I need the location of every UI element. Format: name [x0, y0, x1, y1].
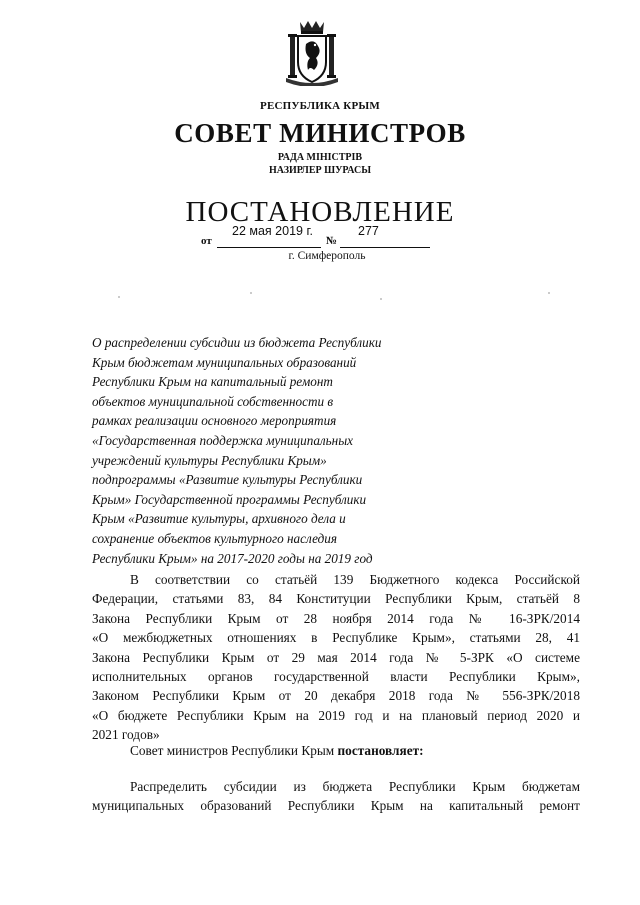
- paragraph-line: Законом Республики Крым от 20 декабря 2018 года № 556-ЗРК/2018: [92, 688, 580, 704]
- subject-line: Республики Крым на капитальный ремонт: [92, 374, 333, 390]
- scan-speck: [548, 292, 550, 294]
- date-underline: [217, 247, 321, 248]
- subject-line: Республики Крым» на 2017-2020 годы на 2019 год: [92, 550, 373, 566]
- paragraph-line: Закона Республики Крым от 29 мая 2014 года № 5-ЗРК «О системе: [92, 649, 580, 665]
- council-name-translations: [0, 151, 640, 177]
- from-label: от: [201, 235, 212, 247]
- paragraph-line: «О бюджете Республики Крым на 2019 год и на плановый период 2020 и: [92, 707, 580, 723]
- council-name-ua: РАДА МІНІСТРІВ: [277, 152, 363, 163]
- decree-subject: [92, 333, 432, 568]
- subject-line: учреждений культуры Республики Крым»: [92, 452, 327, 468]
- distribution-paragraph: [92, 777, 580, 816]
- number-underline: [340, 247, 430, 248]
- subject-line: Крым» Государственной программы Республики: [92, 491, 367, 507]
- subject-line: «Государственная поддержка муниципальных: [92, 432, 353, 448]
- decree-date: 22 мая 2019 г.: [232, 224, 313, 238]
- paragraph-line: В соответствии со статьёй 139 Бюджетного кодекса Российской: [130, 572, 580, 587]
- resolution-verb: постановляет:: [337, 743, 424, 758]
- subject-line: сохранение объектов культурного наследия: [92, 530, 338, 546]
- paragraph-line: муниципальных образований Республики Крым на капитальный ремонт: [92, 798, 580, 814]
- subject-line: объектов муниципальной собственности в: [92, 393, 334, 409]
- paragraph-line: 2021 годов»: [92, 727, 160, 743]
- resolution-text: Совет министров Республики Крым: [130, 743, 338, 758]
- preamble-paragraph: [92, 570, 580, 745]
- council-name: СОВЕТ МИНИСТРОВ: [174, 118, 466, 148]
- city: г. Симферополь: [288, 250, 366, 262]
- decree-number: 277: [358, 224, 379, 238]
- paragraph-line: Распределить субсидии из бюджета Республики Крым бюджетам: [130, 779, 580, 794]
- paragraph-line: Закона Республики Крым от 28 ноября 2014 года № 16-ЗРК/2014: [92, 610, 580, 626]
- republic-name: РЕСПУБЛИКА КРЫМ: [260, 100, 380, 112]
- decree-title: ПОСТАНОВЛЕНИЕ: [185, 196, 455, 228]
- subject-line: рамках реализации основного мероприятия: [92, 413, 337, 429]
- scan-speck: [380, 298, 382, 300]
- scan-speck: [118, 296, 120, 298]
- paragraph-line: Федерации, статьями 83, 84 Конституции Республики Крым, статьёй 8: [92, 591, 580, 607]
- subject-line: О распределении субсидии из бюджета Республики: [92, 335, 382, 350]
- paragraph-line: «О межбюджетных отношениях в Республике Крым», статьями 28, 41: [92, 630, 580, 646]
- subject-line: Крым «Развитие культуры, архивного дела и: [92, 511, 346, 527]
- resolution-paragraph: [92, 741, 618, 760]
- number-label: №: [326, 235, 338, 247]
- crimea-coat-of-arms-icon: [284, 18, 340, 86]
- subject-line: Крым бюджетам муниципальных образований: [92, 354, 357, 370]
- scan-speck: [250, 292, 252, 294]
- subject-line: подпрограммы «Развитие культуры Республики: [92, 472, 363, 488]
- paragraph-line: исполнительных органов государственной власти Республики Крым»,: [92, 669, 580, 685]
- council-name-crh: НАЗИРЛЕР ШУРАСЫ: [268, 165, 372, 176]
